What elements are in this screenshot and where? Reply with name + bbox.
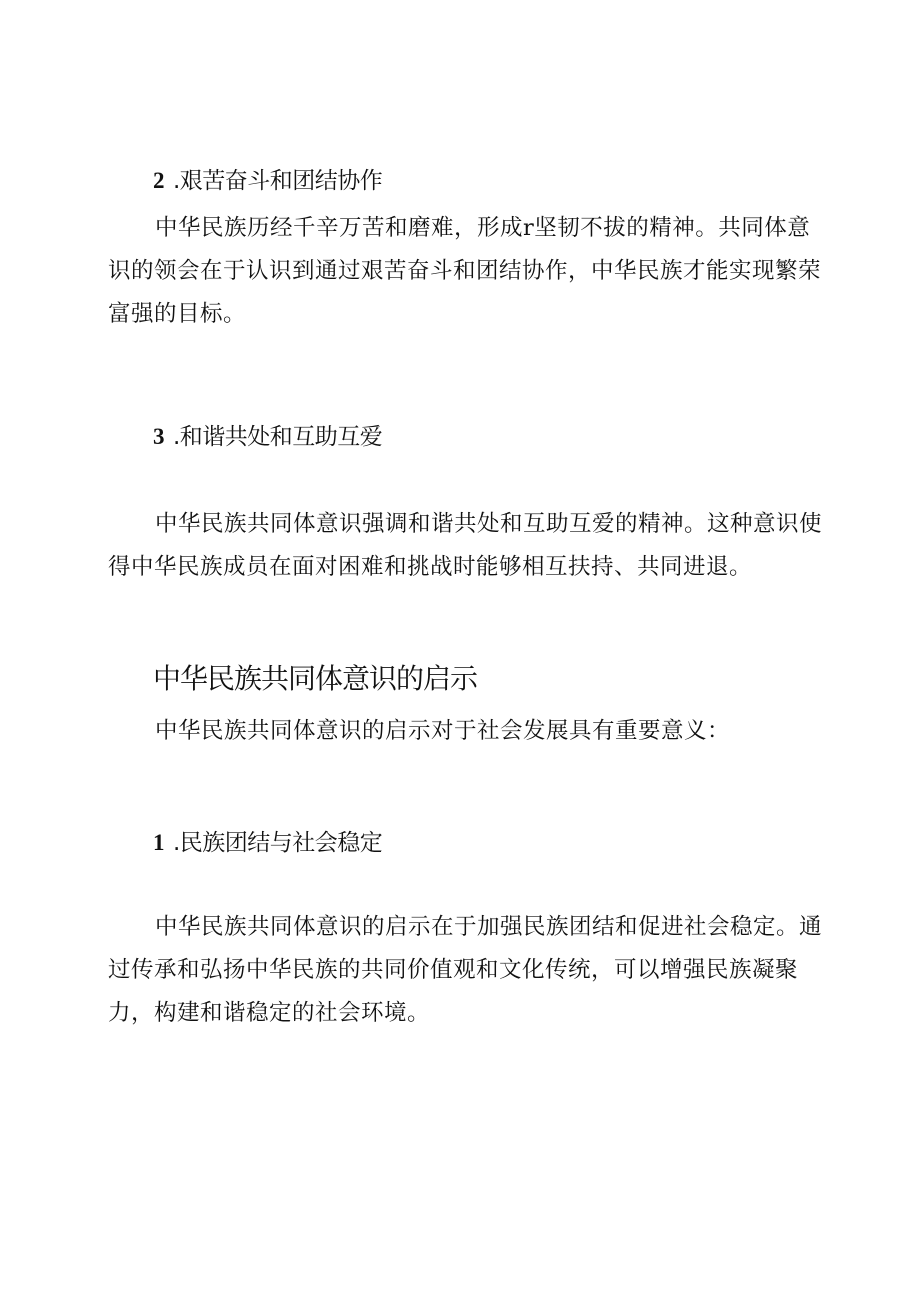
- section-number: 3: [153, 424, 164, 449]
- section-heading-2: [153, 166, 382, 196]
- section-title: .艰苦奋斗和团结协作: [173, 168, 383, 194]
- subsection-title: .民族团结与社会稳定: [173, 830, 383, 856]
- section-number: 2: [153, 168, 164, 193]
- section-paragraph-3: 中华民族共同体意识强调和谐共处和互助互爱的精神。这种意识使得中华民族成员在面对困难和挑战时能够相互扶持、共同进退。: [108, 511, 823, 580]
- main-section-title: 中华民族共同体意识的启示: [153, 662, 478, 695]
- subsection-paragraph-1: 中华民族共同体意识的启示在于加强民族团结和促进社会稳定。通过传承和弘扬中华民族的共同价值观和文化传统，可以增强民族凝聚力，构建和谐稳定的社会环境。: [108, 914, 823, 1026]
- section-paragraph-2: 中华民族历经千辛万苦和磨难，形成r坚韧不拔的精神。共同体意识的领会在于认识到通过艰苦奋斗和团结协作，中华民族才能实现繁荣富强的目标。: [108, 215, 822, 327]
- section-heading-3: [153, 422, 382, 452]
- subsection-heading-1: [153, 828, 382, 858]
- main-section-intro: 中华民族共同体意识的启示对于社会发展具有重要意义：: [155, 718, 731, 744]
- section-title: .和谐共处和互助互爱: [173, 424, 383, 450]
- subsection-number: 1: [153, 830, 164, 855]
